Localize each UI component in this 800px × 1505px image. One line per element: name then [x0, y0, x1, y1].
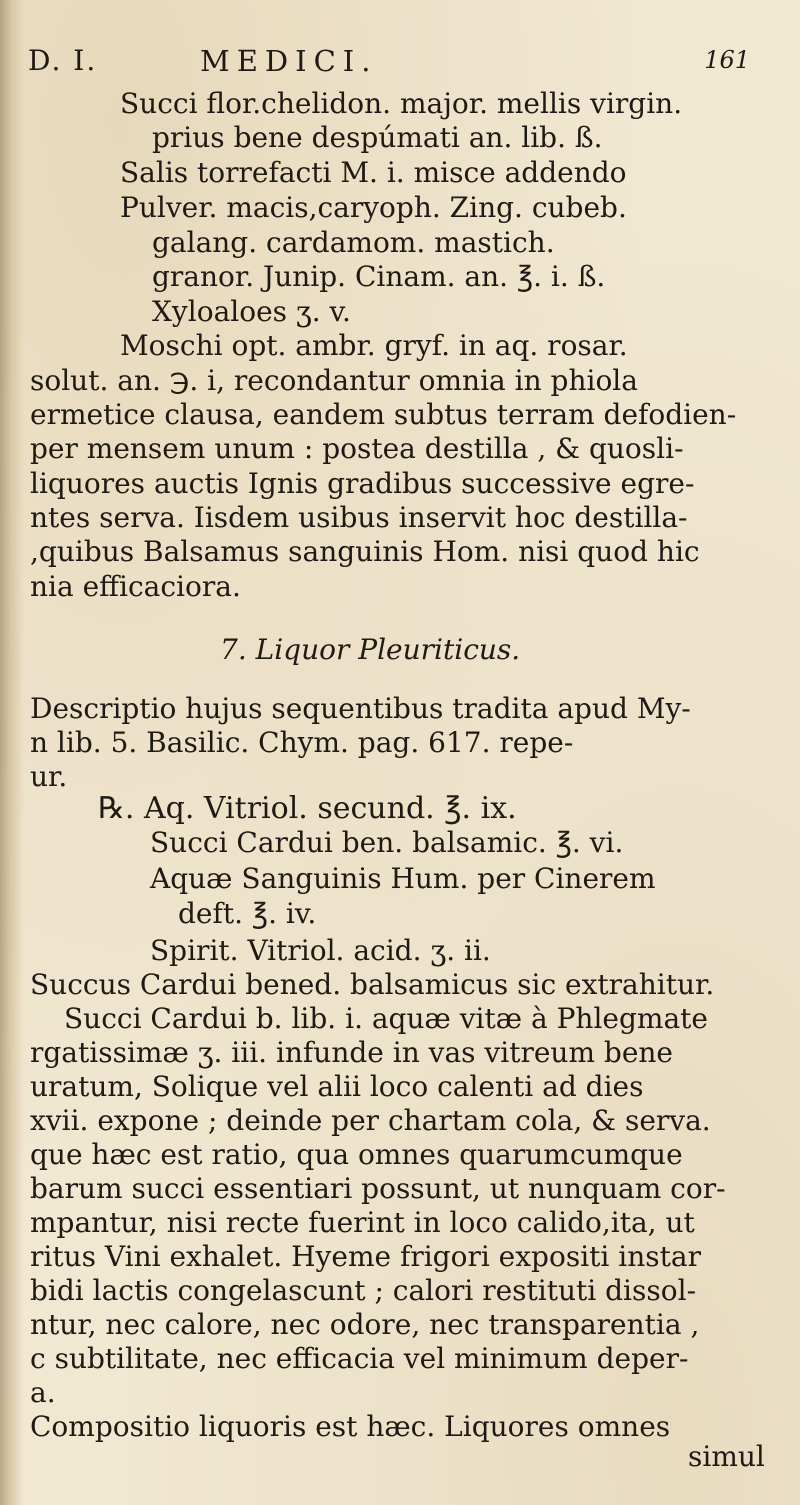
header-title: MEDICI.	[200, 44, 378, 78]
recipe-line: Spirit. Vitriol. acid. ʒ. ii.	[150, 934, 491, 967]
text-line: Salis torrefacti M. i. misce addendo	[120, 156, 627, 189]
text-line: solut. an. ℈. i, recondantur omnia in phiola	[30, 364, 638, 397]
text-line: que hæc est ratio, qua omnes quarumcumque	[30, 1138, 683, 1171]
text-line: granor. Junip. Cinam. an. ℥. i. ß.	[152, 260, 606, 293]
text-line: Descriptio hujus sequentibus tradita apud My-	[30, 692, 691, 725]
text-line: per mensem unum : postea destilla , & quosli-	[30, 432, 684, 465]
text-line: bidi lactis congelascunt ; calori restituti dissol-	[30, 1274, 697, 1307]
text-line: Xyloaloes ʒ. v.	[152, 295, 351, 328]
text-line: rgatissimæ ʒ. iii. infunde in vas vitreum bene	[30, 1036, 673, 1069]
text-line: xvii. expone ; deinde per chartam cola, & serva.	[30, 1104, 711, 1137]
text-line: ur.	[30, 760, 68, 793]
text-line: ermetice clausa, eandem subtus terram defodien-	[30, 398, 737, 431]
recipe-line: deft. ℥. iv.	[178, 897, 317, 930]
text-line: Succi Cardui b. lib. i. aquæ vitæ à Phlegmate	[64, 1002, 708, 1035]
section-heading: 7. Liquor Pleuriticus.	[220, 633, 521, 666]
text-line: Succi flor.chelidon. major. mellis virgin.	[120, 87, 683, 120]
text-line: galang. cardamom. mastich.	[152, 226, 555, 259]
text-line: ritus Vini exhalet. Hyeme frigori expositi instar	[30, 1240, 701, 1273]
text-line: barum succi essentiari possunt, ut nunquam cor-	[30, 1172, 726, 1205]
page-number: 161	[704, 46, 750, 74]
text-line: ntes serva. Iisdem usibus inservit hoc destilla-	[30, 501, 688, 534]
text-line: uratum, Solique vel alii loco calenti ad dies	[30, 1070, 644, 1103]
text-line: nia efficaciora.	[30, 570, 241, 603]
text-line: a.	[30, 1376, 56, 1409]
running-header	[0, 44, 800, 84]
recipe-line: Aquæ Sanguinis Hum. per Cinerem	[150, 862, 656, 895]
text-line: Pulver. macis,caryoph. Zing. cubeb.	[120, 191, 627, 224]
text-line: prius bene despúmati an. lib. ß.	[152, 121, 603, 154]
text-line: n lib. 5. Basilic. Chym. pag. 617. repe-	[30, 726, 574, 759]
text-line: Moschi opt. ambr. gryf. in aq. rosar.	[120, 329, 628, 362]
text-line: ntur, nec calore, nec odore, nec transparentia ,	[30, 1308, 700, 1341]
text-line: c subtilitate, nec efficacia vel minimum deper-	[30, 1342, 689, 1375]
recipe-line: ℞. Aq. Vitriol. secund. ℥. ix.	[98, 791, 517, 826]
text-line: Compositio liquoris est hæc. Liquores omnes	[30, 1410, 671, 1443]
catchword: simul	[688, 1440, 765, 1473]
text-line: ,quibus Balsamus sanguinis Hom. nisi quod hic	[30, 535, 700, 568]
recipe-line: Succi Cardui ben. balsamic. ℥. vi.	[150, 826, 624, 859]
text-line: liquores auctis Ignis gradibus successive egre-	[30, 467, 695, 500]
page-gutter-shadow	[0, 0, 24, 1505]
text-line: mpantur, nisi recte fuerint in loco calido,ita, ut	[30, 1206, 695, 1239]
header-section-mark: D. I.	[28, 44, 98, 77]
text-line: Succus Cardui bened. balsamicus sic extrahitur.	[30, 968, 715, 1001]
